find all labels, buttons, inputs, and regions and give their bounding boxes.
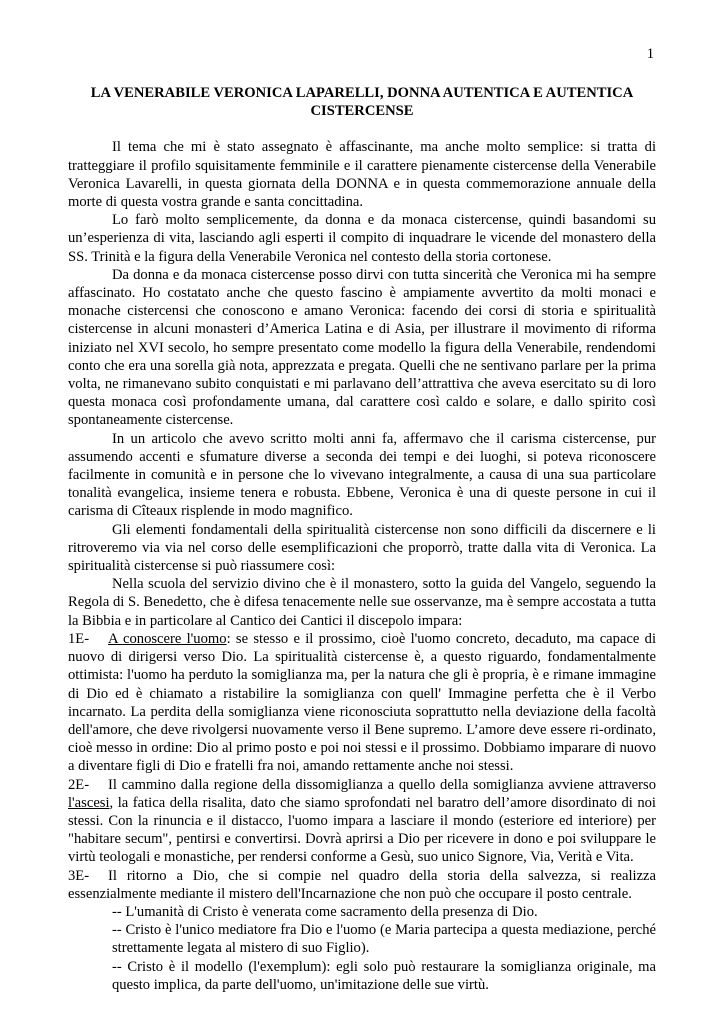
item-number: 3E-	[68, 867, 90, 884]
paragraph: In un articolo che avevo scritto molti anni fa, affermavo che il carisma cistercense, pur assumendo accenti e sfumature diverse a seconda dei tempi e dei luoghi, si poteva riconoscere facilmente in comunità e in persone che lo vivevano integralmente, a causa di una sua particolare tonalità evangelica, insieme tenera e robusta. Ebbene, Veronica è una di queste persone in cui il carisma di Cîteaux risplende in modo magnifico.	[68, 430, 656, 520]
item-underlined-phrase: l'ascesi	[68, 794, 110, 811]
item-text: Il ritorno a Dio, che si compie nel quadro della storia della salvezza, si realizza essenzialmente mediante il mistero dell'Incarnazione che non può che occupare il posto centrale.	[68, 867, 656, 902]
item-text: : se stesso e il prossimo, cioè l'uomo concreto, decaduto, ma capace di nuovo di dirigersi verso Dio. La spiritualità cistercense è, a questo riguardo, fondamentalmente ottimista: l'uomo ha perduto la somiglianza ma, per la natura che gli è propria, è e rimane immagine di Dio ed è chiamato a ristabilire la somiglianza con quell' Immagine perfetta che è il Verbo incarnato. La perdita della somiglianza viene riconosciuta soprattutto nella deviazione della facoltà dell'amore, che deve rivolgersi nuovamente verso il Bene supremo. L’amore deve essere ri-ordinato, cioè messo in ordine: Dio al primo posto e poi noi stessi e il prossimo. Dobbiamo imparare di nuovo a diventare figli di Dio e fratelli fra noi, amando rettamente anche noi stessi.	[68, 630, 657, 775]
item-underlined-phrase: A conoscere l'uomo	[108, 630, 227, 647]
page-number: 1	[646, 46, 654, 62]
paragraph: Il tema che mi è stato assegnato è affascinante, ma anche molto semplice: si tratta di tratteggiare il profilo squisitamente femminile e il carattere pienamente cistercense della Venerabile Veronica Lavarelli, in questa giornata della DONNA e in questa commemorazione annuale della morte di questa vostra grande e santa concittadina.	[68, 139, 656, 211]
paragraph: Da donna e da monaca cistercense posso dirvi con tutta sincerità che Veronica mi ha sempre affascinato. Ho costatato anche che questo fascino è ampiamente avvertito da molti monaci e monache cistercensi che conoscono e amano Veronica: facendo dei corsi di storia e spiritualità cistercense in alcuni monasteri d’America Latina e di Asia, per illustrare il movimento di riforma iniziato nel XVI secolo, ho sempre presentato come modello la figura della Venerabile, rendendomi conto che era una sorella già nota, apprezzata e pregata. Quelli che ne sentivano parlare per la prima volta, ne rimanevano subito conquistati e mi parlavano dell’attrattiva che aveva esercitato su di loro questa monaca così profondamente umana, dal carattere così caldo e solare, e dallo spirito così spontaneamente cistercense.	[68, 266, 656, 429]
item-number: 1E-	[68, 630, 90, 647]
document-title: LA VENERABILE VERONICA LAPARELLI, DONNA AUTENTICA E AUTENTICA CISTERCENSE	[90, 85, 634, 120]
paragraph: Gli elementi fondamentali della spiritualità cistercense non sono difficili da discernere e li ritroveremo via via nel corso delle esemplificazioni che proporrò, tratte dalla vita di Veronica. La spiritualità cistercense si può riassumere così:	[68, 521, 656, 575]
list-item	[68, 867, 656, 903]
sub-item: -- Cristo è il modello (l'exemplum): egli solo può restaurare la somiglianza originale, ma questo implica, da parte dell'uomo, un'imitazione delle sue virtù.	[112, 958, 656, 993]
item-text: , la fatica della risalita, dato che siamo sprofondati nel baratro dell’amore disordinato di noi stessi. Con la rinuncia e il distacco, l'uomo impara a lasciare il mondo (esteriore ed interiore) per "habitare secum", pentirsi e convertirsi. Dovrà aprirsi a Dio per ricevere in dono e poi sviluppare le virtù teologali e monastiche, per rendersi conforme a Gesù, suo unico Signore, Via, Verità e Vita.	[68, 794, 656, 866]
list-item	[68, 630, 656, 776]
paragraph: Lo farò molto semplicemente, da donna e da monaca cistercense, quindi basandomi su un’esperienza di vita, lasciando agli esperti il compito di inquadrare le vicende del monastero della SS. Trinità e la figura della Venerabile Veronica nel contesto della storia cortonese.	[68, 212, 656, 265]
item-text-before: Il cammino dalla regione della dissomiglianza a quello della somiglianza avviene attraverso	[108, 776, 656, 793]
paragraph: Nella scuola del servizio divino che è il monastero, sotto la guida del Vangelo, seguendo la Regola di S. Benedetto, che è difesa tenacemente nelle sue osservanze, ma è sempre accostata a tutta la Bibbia e in particolare al Cantico dei Cantici il discepolo impara:	[68, 576, 656, 629]
sub-item: -- L'umanità di Cristo è venerata come sacramento della presenza di Dio.	[112, 903, 538, 920]
item-number: 2E-	[68, 776, 90, 793]
list-item	[68, 776, 656, 867]
sub-item: -- Cristo è l'unico mediatore fra Dio e l'uomo (e Maria partecipa a questa mediazione, perché strettamente legata al mistero di suo Figlio).	[112, 922, 656, 957]
